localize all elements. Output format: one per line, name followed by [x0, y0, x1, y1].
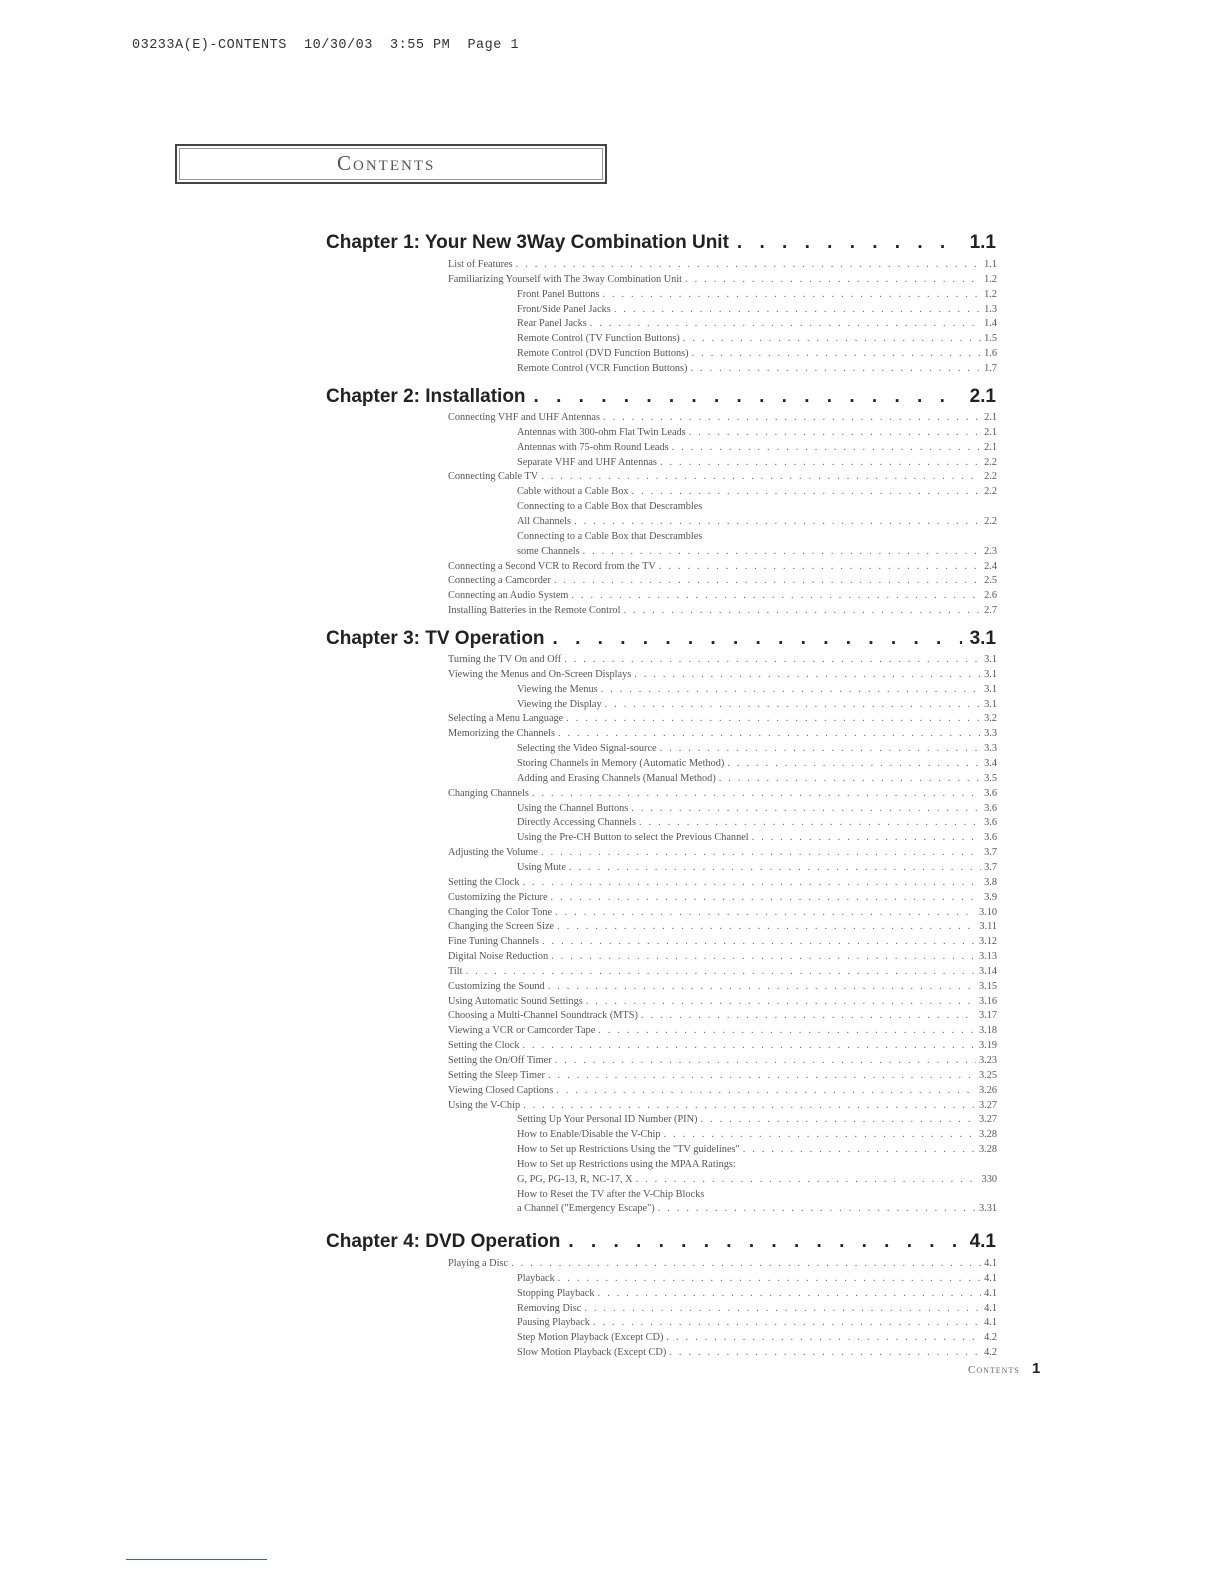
dot-leader: [555, 907, 976, 918]
entry-page-number: 3.3: [984, 743, 997, 755]
entry-label: G, PG, PG-13, R, NC-17, X: [517, 1173, 633, 1185]
toc-entry[interactable]: [448, 907, 997, 922]
entry-label: Memorizing the Channels: [448, 728, 555, 740]
entry-label: Viewing the Menus: [517, 683, 598, 695]
entry-page-number: 3.8: [984, 876, 997, 888]
entry-page-number: 2.2: [984, 486, 997, 498]
entry-label: Turning the TV On and Off: [448, 654, 562, 665]
dot-leader: [551, 951, 976, 962]
toc-subentry[interactable]: [517, 862, 997, 877]
entry-label: Setting Up Your Personal ID Number (PIN): [517, 1114, 698, 1126]
entry-page-number: 2.5: [984, 575, 997, 587]
entry-page-number: 2.6: [984, 590, 997, 602]
dot-leader: [666, 1332, 981, 1343]
dot-leader: [598, 1288, 982, 1299]
entry-page-number: 3.18: [978, 1025, 997, 1037]
dot-leader: [659, 561, 981, 572]
entry-label: How to Set up Restrictions using the MPAA Ratings:: [517, 1158, 736, 1170]
entry-page-number: 3.1: [984, 654, 997, 665]
entry-page-number: 3.1: [984, 668, 997, 680]
entry-page-number: 4.1: [984, 1302, 997, 1314]
entry-page-number: 3.6: [984, 832, 997, 844]
entry-page-number: 3.27: [978, 1114, 997, 1126]
toc-entry[interactable]: [448, 412, 997, 427]
toc-subentry[interactable]: [517, 486, 997, 501]
dot-leader: [593, 1317, 981, 1328]
entry-page-number: 3.3: [984, 728, 997, 740]
entry-page-number: 3.31: [978, 1203, 997, 1215]
toc-entry[interactable]: [448, 728, 997, 743]
dot-leader: [639, 817, 981, 828]
entry-label: Front/Side Panel Jacks: [517, 303, 611, 315]
dot-leader: [631, 803, 981, 814]
footer-section-label: Contents: [968, 1364, 1020, 1376]
entry-page-number: 2.1: [984, 441, 997, 453]
dot-leader: [660, 743, 982, 754]
chapter-title: Chapter 3: TV Operation: [326, 628, 545, 649]
toc-entry[interactable]: [448, 1070, 997, 1085]
dot-leader: [664, 1129, 976, 1140]
entry-page-number: 3.1: [984, 698, 997, 710]
toc-entry[interactable]: [448, 1025, 997, 1040]
footer-page-number: 1: [1032, 1360, 1041, 1377]
chapter-heading[interactable]: [326, 1231, 996, 1257]
entry-label: Installing Batteries in the Remote Control: [448, 605, 621, 616]
toc-entry[interactable]: [448, 951, 997, 966]
toc-subentry[interactable]: [517, 684, 997, 699]
dot-leader: [623, 605, 981, 616]
entry-label: Viewing Closed Captions: [448, 1084, 554, 1096]
entry-page-number: 2.2: [984, 471, 997, 483]
entry-page-number: 330: [981, 1173, 997, 1185]
dot-leader: [553, 628, 962, 650]
entry-page-number: 3.7: [984, 847, 997, 858]
toc-subentry[interactable]: [517, 304, 997, 319]
entry-label: Connecting to a Cable Box that Descrambles: [517, 501, 703, 513]
toc-entry[interactable]: [448, 259, 997, 274]
entry-page-number: 2.3: [984, 545, 997, 557]
entry-label: Using Automatic Sound Settings: [448, 995, 583, 1007]
dot-leader: [556, 1085, 976, 1096]
toc-entry[interactable]: [448, 713, 997, 728]
entry-label: Step Motion Playback (Except CD): [517, 1332, 664, 1344]
dot-leader: [632, 486, 982, 497]
dot-leader: [566, 713, 981, 724]
entry-label: Fine Tuning Channels: [448, 936, 539, 948]
entry-label: Customizing the Sound: [448, 980, 545, 992]
toc-subentry[interactable]: [517, 743, 997, 758]
entry-page-number: 1.3: [984, 303, 997, 315]
toc-entry[interactable]: [448, 921, 997, 936]
toc-subentry[interactable]: [517, 1273, 997, 1288]
dot-leader: [523, 1100, 976, 1111]
entry-page-number: 3.26: [978, 1084, 997, 1096]
toc-entry[interactable]: [448, 471, 997, 486]
dot-leader: [672, 442, 982, 453]
toc-subentry[interactable]: [517, 758, 997, 773]
entry-label: How to Set up Restrictions Using the "TV guidelines": [517, 1144, 740, 1155]
entry-label: Connecting to a Cable Box that Descrambles: [517, 530, 703, 542]
entry-label: Storing Channels in Memory (Automatic Method): [517, 758, 725, 769]
entry-page-number: 3.12: [978, 936, 997, 948]
entry-label: Connecting a Camcorder: [448, 575, 551, 587]
toc-subentry[interactable]: [517, 1332, 997, 1347]
entry-label: Slow Motion Playback (Except CD): [517, 1347, 667, 1359]
entry-label: Directly Accessing Channels: [517, 817, 636, 829]
dot-leader: [558, 728, 981, 739]
dot-leader: [636, 1174, 979, 1185]
entry-page-number: 3.16: [978, 995, 997, 1007]
entry-page-number: 1.4: [984, 318, 997, 330]
entry-page-number: 1.2: [984, 288, 997, 300]
toc-subentry[interactable]: [517, 457, 997, 472]
dot-leader: [719, 773, 981, 784]
chapter-page-number: 3.1: [969, 628, 996, 649]
dot-leader: [583, 546, 981, 557]
entry-label: Using the V-Chip: [448, 1099, 521, 1111]
dot-leader: [605, 699, 982, 710]
entry-page-number: 3.6: [984, 817, 997, 829]
entry-page-number: 1.6: [984, 348, 997, 360]
toc-entry[interactable]: [448, 575, 997, 590]
entry-page-number: 1.2: [984, 273, 997, 285]
toc-subentry[interactable]: [517, 1189, 997, 1204]
toc-subentry[interactable]: [517, 348, 997, 363]
toc-entry[interactable]: [448, 788, 997, 803]
toc-subentry[interactable]: [517, 699, 997, 714]
entry-label: some Channels: [517, 545, 580, 557]
toc-entry[interactable]: [448, 892, 997, 907]
dot-leader: [523, 1040, 976, 1051]
toc-entry[interactable]: [448, 981, 997, 996]
entry-label: Choosing a Multi-Channel Soundtrack (MTS): [448, 1010, 638, 1022]
toc-subentry[interactable]: [517, 803, 997, 818]
toc-entry[interactable]: [448, 669, 997, 684]
entry-page-number: 3.15: [978, 980, 997, 992]
dot-leader: [541, 471, 981, 482]
toc-subentry[interactable]: [517, 1203, 997, 1218]
entry-label: Viewing a VCR or Camcorder Tape: [448, 1025, 596, 1037]
dot-leader: [523, 877, 982, 888]
entry-page-number: 2.1: [984, 412, 997, 423]
dot-leader: [586, 996, 976, 1007]
dot-leader: [541, 847, 981, 858]
entry-page-number: 3.25: [978, 1069, 997, 1081]
entry-label: Cable without a Cable Box: [517, 486, 629, 498]
entry-label: Pausing Playback: [517, 1317, 590, 1329]
entry-label: All Channels: [517, 516, 572, 527]
dot-leader: [555, 1055, 976, 1066]
entry-page-number: 4.1: [984, 1258, 997, 1269]
toc-entry[interactable]: [448, 1100, 997, 1115]
entry-label: Playing a Disc: [448, 1258, 509, 1269]
dot-leader: [554, 575, 981, 586]
dot-leader: [598, 1025, 976, 1036]
dot-leader: [727, 758, 981, 769]
dot-leader: [603, 412, 981, 423]
dot-leader: [601, 684, 982, 695]
dot-leader: [564, 654, 981, 665]
entry-label: Viewing the Menus and On-Screen Displays: [448, 668, 632, 680]
entry-page-number: 1.7: [984, 362, 997, 374]
entry-page-number: 3.28: [978, 1144, 997, 1155]
toc-entry[interactable]: [448, 877, 997, 892]
dot-leader: [634, 669, 981, 680]
entry-label: Connecting an Audio System: [448, 590, 569, 602]
dot-leader: [660, 457, 981, 468]
dot-leader: [669, 1347, 981, 1358]
entry-page-number: 3.6: [984, 802, 997, 814]
dot-leader: [569, 862, 981, 873]
entry-label: How to Enable/Disable the V-Chip: [517, 1129, 661, 1141]
dot-leader: [614, 304, 981, 315]
print-header-stamp: 03233A(E)-CONTENTS 10/30/03 3:55 PM Page 1: [132, 38, 520, 53]
entry-label: Remote Control (DVD Function Buttons): [517, 348, 689, 360]
entry-page-number: 2.2: [984, 516, 997, 527]
entry-label: Antennas with 75-ohm Round Leads: [517, 441, 669, 453]
dot-leader: [516, 259, 981, 270]
entry-label: Using the Channel Buttons: [517, 802, 629, 814]
dot-leader: [690, 363, 981, 374]
toc-entry[interactable]: [448, 1040, 997, 1055]
toc-subentry[interactable]: [517, 1317, 997, 1332]
entry-page-number: 3.10: [978, 906, 997, 918]
toc-entry[interactable]: [448, 605, 997, 620]
toc-subentry[interactable]: [517, 817, 997, 832]
toc-entry[interactable]: [448, 561, 997, 576]
entry-label: Tilt: [448, 965, 463, 977]
toc-subentry[interactable]: [517, 333, 997, 348]
toc-entry[interactable]: [448, 936, 997, 951]
chapter-title: Chapter 4: DVD Operation: [326, 1231, 561, 1252]
entry-label: Removing Disc: [517, 1302, 582, 1314]
dot-leader: [511, 1258, 981, 1269]
dot-leader: [752, 832, 981, 843]
entry-page-number: 3.9: [984, 891, 997, 903]
entry-page-number: 2.1: [984, 426, 997, 438]
footer-rule: [126, 1559, 267, 1560]
dot-leader: [743, 1144, 976, 1155]
entry-page-number: 1.1: [984, 259, 997, 270]
entry-page-number: 4.2: [984, 1332, 997, 1344]
chapter-title: Chapter 1: Your New 3Way Combination Unit: [326, 232, 729, 253]
toc-entry[interactable]: [448, 590, 997, 605]
toc-subentry[interactable]: [517, 363, 997, 378]
dot-leader: [551, 892, 982, 903]
toc-subentry[interactable]: [517, 546, 997, 561]
chapter-page-number: 2.1: [969, 386, 996, 407]
dot-leader: [590, 318, 981, 329]
dot-leader: [558, 1273, 981, 1284]
entry-page-number: 3.5: [984, 772, 997, 784]
toc-subentry[interactable]: [517, 1174, 997, 1189]
toc-subentry[interactable]: [517, 318, 997, 333]
toc-subentry[interactable]: [517, 442, 997, 457]
entry-page-number: 3.1: [984, 683, 997, 695]
entry-label: Antennas with 300-ohm Flat Twin Leads: [517, 426, 686, 438]
dot-leader: [602, 289, 981, 300]
entry-label: Selecting the Video Signal-source: [517, 743, 657, 755]
entry-label: Separate VHF and UHF Antennas: [517, 456, 657, 468]
entry-page-number: 3.28: [978, 1129, 997, 1141]
entry-page-number: 3.27: [978, 1099, 997, 1111]
dot-leader: [571, 590, 981, 601]
entry-page-number: 3.14: [978, 965, 997, 977]
toc-entry[interactable]: [448, 847, 997, 862]
toc-entry[interactable]: [448, 1085, 997, 1100]
dot-leader: [548, 1070, 976, 1081]
chapter-page-number: 4.1: [969, 1231, 996, 1252]
dot-leader: [584, 1303, 981, 1314]
entry-page-number: 3.11: [979, 921, 997, 933]
entry-label: Front Panel Buttons: [517, 288, 600, 300]
toc-entry[interactable]: [448, 274, 997, 289]
entry-page-number: 1.5: [984, 333, 997, 345]
dot-leader: [692, 348, 982, 359]
chapter-title: Chapter 2: Installation: [326, 386, 526, 407]
dot-leader: [532, 788, 981, 799]
entry-label: Selecting a Menu Language: [448, 713, 564, 725]
toc-subentry[interactable]: [517, 516, 997, 531]
dot-leader: [683, 333, 981, 344]
entry-page-number: 3.7: [984, 861, 997, 873]
entry-label: Remote Control (TV Function Buttons): [517, 333, 680, 345]
toc-entry[interactable]: [448, 966, 997, 981]
dot-leader: [534, 386, 962, 408]
entry-page-number: 3.4: [984, 758, 997, 769]
entry-page-number: 3.23: [978, 1055, 997, 1066]
dot-leader: [737, 232, 962, 254]
entry-label: Changing the Screen Size: [448, 921, 555, 933]
toc-subentry[interactable]: [517, 1144, 997, 1159]
entry-page-number: 4.1: [984, 1317, 997, 1329]
dot-leader: [574, 516, 981, 527]
dot-leader: [548, 981, 976, 992]
entry-page-number: 3.17: [978, 1010, 997, 1022]
entry-label: Connecting Cable TV: [448, 471, 539, 483]
chapter-heading[interactable]: [326, 628, 996, 654]
entry-page-number: 4.1: [984, 1287, 997, 1299]
entry-label: Setting the Sleep Timer: [448, 1069, 545, 1081]
entry-page-number: 4.1: [984, 1272, 997, 1284]
entry-page-number: 2.2: [984, 456, 997, 468]
entry-page-number: 3.6: [984, 787, 997, 799]
entry-label: Adjusting the Volume: [448, 847, 539, 858]
chapter-page-number: 1.1: [969, 232, 996, 253]
dot-leader: [466, 966, 976, 977]
entry-page-number: 3.19: [978, 1040, 997, 1052]
entry-label: a Channel ("Emergency Escape"): [517, 1203, 655, 1215]
chapter-heading[interactable]: [326, 386, 996, 412]
toc-subentry[interactable]: [517, 773, 997, 788]
entry-label: Connecting VHF and UHF Antennas: [448, 412, 600, 423]
entry-label: Adding and Erasing Channels (Manual Method): [517, 772, 716, 784]
toc-entry[interactable]: [448, 1010, 997, 1025]
toc-entry[interactable]: [448, 996, 997, 1011]
toc-subentry[interactable]: [517, 1303, 997, 1318]
entry-label: How to Reset the TV after the V-Chip Blocks: [517, 1188, 705, 1200]
entry-page-number: 4.2: [984, 1347, 997, 1359]
toc-subentry[interactable]: [517, 1114, 997, 1129]
entry-label: Playback: [517, 1272, 555, 1284]
dot-leader: [568, 1231, 961, 1253]
toc-subentry[interactable]: [517, 1159, 997, 1174]
page-title: Contents: [337, 151, 436, 175]
entry-label: Rear Panel Jacks: [517, 318, 587, 330]
toc-subentry[interactable]: [517, 501, 997, 516]
toc-subentry[interactable]: [517, 531, 997, 546]
entry-label: Digital Noise Reduction: [448, 951, 549, 962]
dot-leader: [658, 1203, 976, 1214]
dot-leader: [641, 1010, 976, 1021]
entry-label: Stopping Playback: [517, 1287, 595, 1299]
toc-subentry[interactable]: [517, 1288, 997, 1303]
entry-label: Changing Channels: [448, 787, 529, 799]
dot-leader: [557, 921, 976, 932]
chapter-heading[interactable]: [326, 232, 996, 258]
entry-label: Customizing the Picture: [448, 891, 548, 903]
entry-label: Viewing the Display: [517, 698, 602, 710]
entry-label: Remote Control (VCR Function Buttons): [517, 362, 688, 374]
toc-subentry[interactable]: [517, 1347, 997, 1362]
entry-label: Connecting a Second VCR to Record from the TV: [448, 560, 656, 572]
entry-page-number: 3.13: [978, 951, 997, 962]
entry-label: Using the Pre-CH Button to select the Previous Channel: [517, 832, 749, 844]
dot-leader: [542, 936, 976, 947]
toc-subentry[interactable]: [517, 289, 997, 304]
entry-page-number: 3.2: [984, 713, 997, 725]
dot-leader: [700, 1114, 975, 1125]
dot-leader: [685, 274, 981, 285]
toc-subentry[interactable]: [517, 1129, 997, 1144]
entry-label: Setting the Clock: [448, 876, 520, 888]
toc-subentry[interactable]: [517, 832, 997, 847]
toc-entry[interactable]: [448, 1258, 997, 1273]
entry-label: Setting the On/Off Timer: [448, 1055, 552, 1066]
entry-label: Using Mute: [517, 861, 566, 873]
toc-entry[interactable]: [448, 1055, 997, 1070]
toc-subentry[interactable]: [517, 427, 997, 442]
entry-page-number: 2.4: [984, 560, 997, 572]
entry-label: Changing the Color Tone: [448, 906, 553, 918]
entry-label: Familiarizing Yourself with The 3way Combination Unit: [448, 273, 683, 285]
toc-entry[interactable]: [448, 654, 997, 669]
entry-label: List of Features: [448, 259, 513, 270]
entry-page-number: 2.7: [984, 605, 997, 616]
entry-label: Setting the Clock: [448, 1040, 520, 1052]
dot-leader: [689, 427, 981, 438]
